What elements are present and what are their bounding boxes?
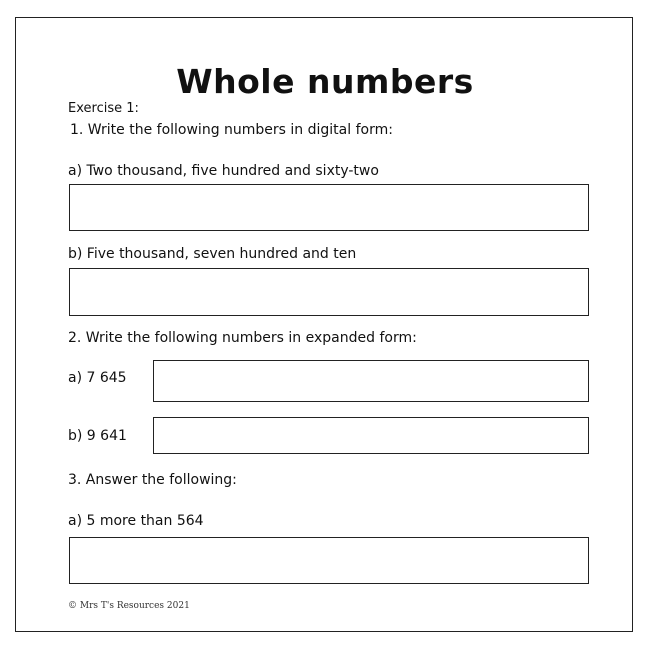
copyright-footer: © Mrs T's Resources 2021 — [68, 601, 190, 611]
page-title: Whole numbers — [176, 62, 474, 101]
q2a-prompt: a) 7 645 — [68, 370, 127, 386]
q3-instruction: 3. Answer the following: — [68, 472, 237, 488]
q2a-answer-box[interactable] — [153, 360, 589, 402]
q1b-prompt: b) Five thousand, seven hundred and ten — [68, 246, 357, 262]
q2b-answer-box[interactable] — [153, 417, 589, 454]
q1a-answer-box[interactable] — [69, 184, 589, 231]
q1-instruction: 1. Write the following numbers in digital form: — [70, 122, 393, 138]
q3a-answer-box[interactable] — [69, 537, 589, 584]
q3a-prompt: a) 5 more than 564 — [68, 513, 204, 529]
q2-instruction: 2. Write the following numbers in expanded form: — [68, 330, 417, 346]
q1b-answer-box[interactable] — [69, 268, 589, 316]
q2b-prompt: b) 9 641 — [68, 428, 127, 444]
q1a-prompt: a) Two thousand, five hundred and sixty-two — [68, 163, 379, 179]
exercise-label: Exercise 1: — [68, 101, 139, 116]
